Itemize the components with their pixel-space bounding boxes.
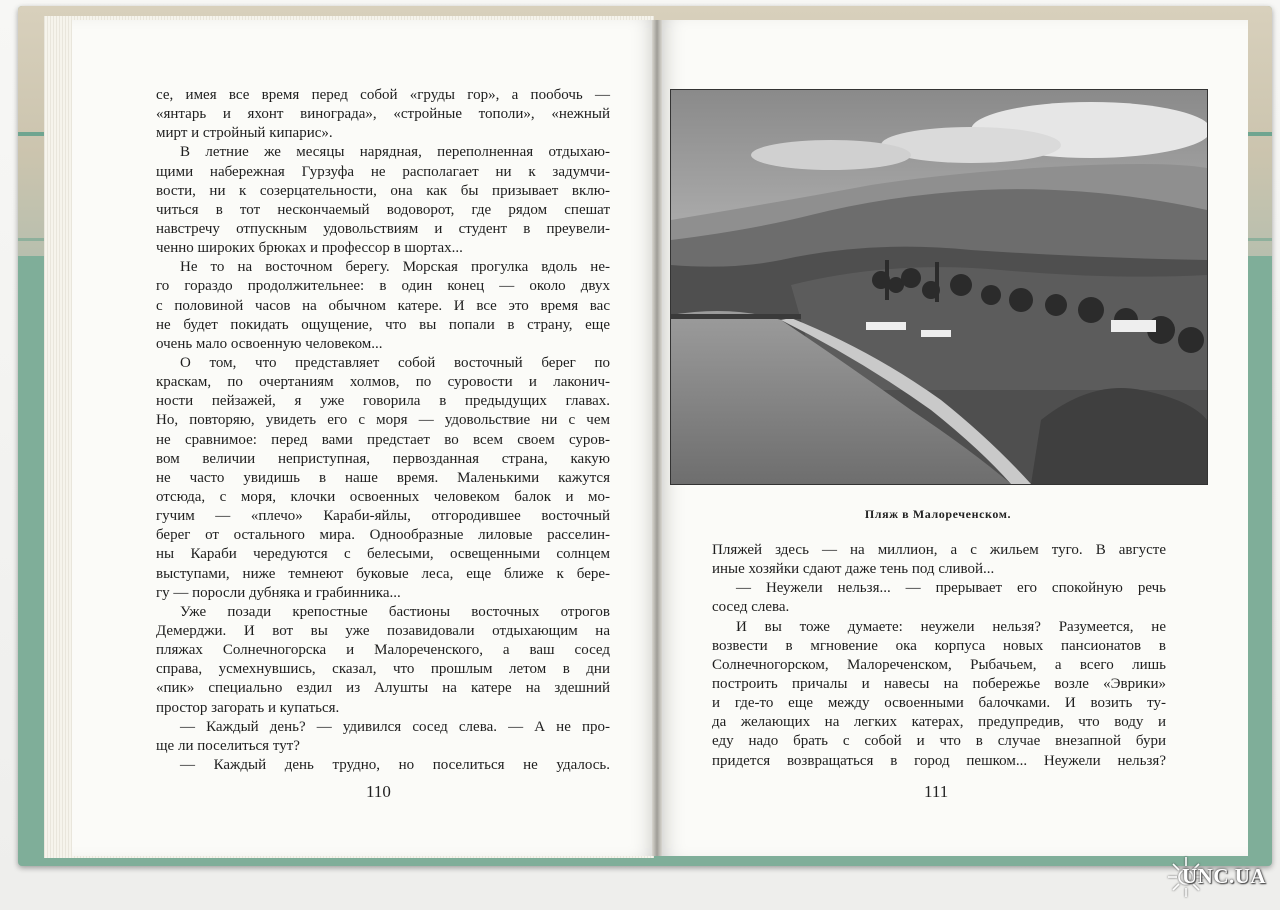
text-line: иные хозяйки сдают даже тень под сливой... [712,561,995,578]
text-line: вости, ни к созерцательности, она как бы призывает вклю- [156,182,610,199]
text-line: вом величии неприступная, первозданная страна, какую [156,450,610,467]
text-line: В летние же месяцы нарядная, переполненная отдыхаю- [180,144,610,161]
beach-photo [670,89,1208,485]
text-line: гучим — «плечо» Караби-яйлы, отгородившее восточный [156,508,610,525]
text-line: щими набережная Гурзуфа не располагает ни к задумчи- [156,163,610,180]
text-line: не будет покидать ощущение, что вы попали в страну, еще [156,316,610,333]
right-page-text [712,541,1166,771]
text-line: И вы тоже думаете: неужели нельзя? Разумеется, не [736,618,1166,635]
text-line: читься в тот нескончаемый водоворот, где рядом спешат [156,201,610,218]
text-line: построить причалы и навесы на побережье возле «Эврики» [712,675,1166,692]
text-line: «янтарь и яхонт винограда», «стройные тополи», «нежный [156,106,610,123]
text-line: се, имея все время перед собой «груды гор», а пообочь — [156,87,610,103]
site-watermark [1166,852,1276,904]
text-line: не сравнимое: перед вами предстает во всем своем суров- [156,431,610,448]
beach-photo-image [671,90,1207,484]
page-number-right: 111 [924,782,949,801]
text-line: навстречу отпускным удовольствиям и студент в преувели- [156,220,610,237]
text-line: ности пейзажей, я уже говорила в предыдущих главах. [156,393,610,410]
text-line: ченно широких брюках и профессор в шортах... [156,240,463,257]
photo-caption: Пляж в Малореченском. [864,507,1012,521]
text-line: очень мало освоенную человеком... [156,335,383,352]
text-line: Демерджи. И вот вы уже позавидовали отдыхающим на [156,622,610,639]
text-line: пляжах Солнечногорска и Малореченского, а ваш сосед [156,642,610,659]
text-line: гу — поросли дубняка и грабинника... [156,584,401,601]
text-line: «пик» специально ездил из Алушты на катере на здешний [156,680,610,697]
text-line: краскам, по очертаниям холмов, по суровости и лаконич- [156,374,610,391]
text-line: справа, усмехнувшись, сказал, что прошлым летом в дни [156,661,610,678]
text-line: — Каждый день? — удивился сосед слева. — А не про- [180,718,610,735]
text-line: простор загорать и купаться. [156,699,340,716]
text-line: отсюда, с моря, клочки освоенных человеком балок и мо- [156,488,610,505]
text-line: возвести в мгновение ока корпуса новых пансионатов в [712,637,1166,654]
text-line: О том, что представляет собой восточный берег по [180,354,610,371]
text-line: еду надо брать с собой и что в случае внезапной бури [712,733,1166,750]
book-gutter [652,20,662,856]
text-line: сосед слева. [712,599,790,616]
text-line: не часто увидишь в наше время. Маленькими кажутся [156,469,610,486]
text-line: — Каждый день трудно, но поселиться не удалось. [180,756,610,773]
text-line: придется возвращаться в город пешком... Неужели нельзя? [712,752,1166,769]
text-line: выступами, ниже темнеют буковые леса, еще ближе к бере- [156,565,610,582]
text-line: мирт и стройный кипарис». [156,125,333,142]
text-line: Но, повторяю, увидеть его с моря — удовольствие ни с чем [156,412,610,429]
text-line: берег от остального мира. Однообразные лиловые расселин- [156,527,610,544]
page-number-left: 110 [366,782,391,801]
text-line: ны Караби чередуются с белесыми, освещенными солнцем [156,546,610,563]
text-line: — Неужели нельзя... — прерывает его спокойную речь [736,580,1166,597]
text-line: Пляжей здесь — на миллион, а с жильем туго. В августе [712,542,1166,558]
text-line: с половиной часов на обычном катере. И все это время вас [156,297,610,314]
text-line: ще ли поселиться тут? [156,737,300,754]
text-line: да желающих на легких катерах, предупредив, что воду и [712,714,1166,731]
text-line: Не то на восточном берегу. Морская прогулка вдоль не- [180,259,610,276]
text-line: го гораздо продолжительнее: в один конец — около двух [156,278,610,295]
text-line: Уже позади крепостные бастионы восточных отрогов [180,603,610,620]
left-page-text [156,86,610,775]
watermark-text: UNC.UA [1182,864,1267,888]
text-line: Солнечногорском, Малореченском, Рыбачьем, а всего лишь [712,656,1166,673]
text-line: и где-то еще между освоенными балочками. И возить ту- [712,695,1166,712]
